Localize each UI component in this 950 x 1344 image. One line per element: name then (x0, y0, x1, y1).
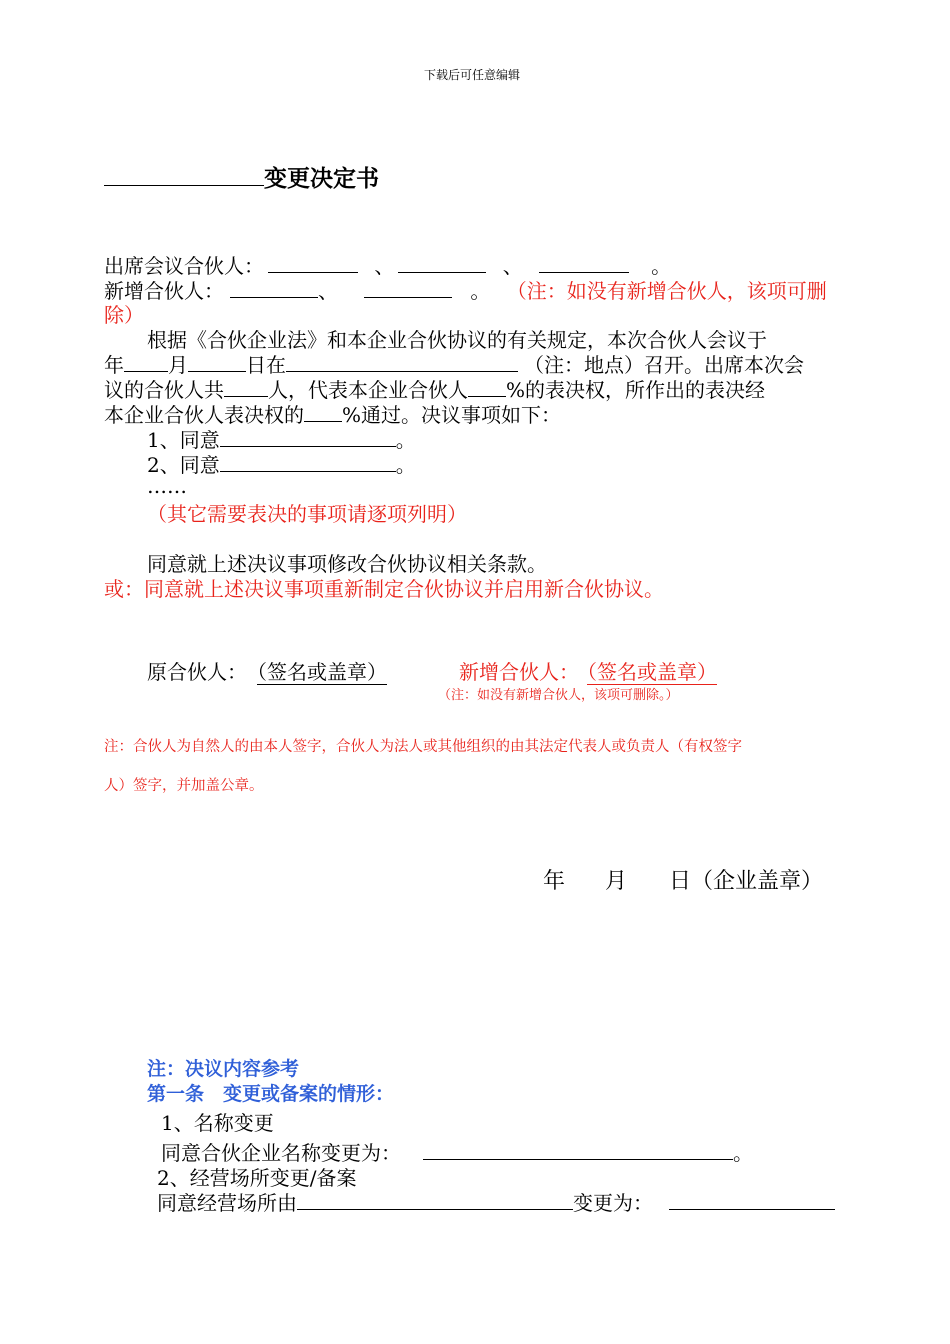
other-items-note: （其它需要表决的事项请逐项列明） (147, 502, 467, 526)
para-line-3a: 议的合伙人共 (104, 378, 224, 402)
separator: 、 (502, 254, 523, 278)
document-title: 变更决定书 (264, 165, 379, 192)
year-blank (124, 351, 168, 372)
para-line-3b: 人，代表本企业合伙人 (268, 378, 468, 402)
new-partner-blank-1 (230, 277, 318, 298)
new-partner-signature (459, 656, 717, 685)
new-partner-sign-note: （注：如没有新增合伙人，该项可删除。） (438, 688, 679, 703)
attendee-blank-2 (398, 252, 486, 273)
name-change-title: 1、名称变更 (161, 1111, 274, 1135)
date-day-seal: 日（企业盖章） (669, 869, 824, 894)
footnote-line-1: 注：合伙人为自然人的由本人签字，合伙人为法人或其他组织的由其法定代表人或负责人（有权签字 (104, 739, 742, 755)
new-partner-line (104, 275, 827, 304)
new-partner-note: （注：如没有新增合伙人，该项可删 (506, 279, 827, 303)
title-blank-line (104, 161, 264, 186)
para-line-4a: 本企业合伙人表决权的 (104, 403, 304, 427)
ellipsis: …… (147, 474, 187, 498)
item-2-blank (220, 451, 396, 472)
count-blank (224, 376, 268, 397)
item-2-label: 2、同意 (147, 453, 220, 477)
period: 。 (470, 279, 491, 303)
name-change-text: 同意合伙企业名称变更为： (161, 1141, 401, 1165)
period: 。 (651, 254, 672, 278)
para-line-3c: %的表决权，所作出的表决经 (506, 378, 766, 402)
attendee-blank-1 (268, 252, 358, 273)
place-to-text: 变更为： (573, 1191, 653, 1215)
or-new-agreement-text: 或：同意就上述决议事项重新制定合伙协议并启用新合伙协议。 (104, 577, 664, 601)
para-line-1: 根据《合伙企业法》和本企业合伙协议的有关规定，本次合伙人会议于 (147, 328, 767, 352)
original-partner-sign-line: （签名或盖章） (257, 660, 387, 684)
page-header: 下载后可任意编辑 (424, 68, 521, 82)
date-month: 月 (605, 869, 628, 894)
new-partner-blank-2 (364, 277, 452, 298)
reference-heading: 注：决议内容参考 (147, 1058, 300, 1080)
month-label: 月 (168, 353, 188, 377)
separator: 、 (318, 279, 338, 303)
day-blank (188, 351, 246, 372)
attendee-blank-3 (539, 252, 629, 273)
resolution-item-2 (147, 449, 416, 478)
place-blank (286, 351, 518, 372)
place-note: （注：地点）召开。出席本次会 (524, 353, 804, 377)
period: 。 (733, 1141, 753, 1165)
attendees-label: 出席会议合伙人： (104, 254, 264, 278)
new-partner-sign-label: 新增合伙人： (459, 660, 579, 684)
place-change-title: 2、经营场所变更/备案 (157, 1166, 357, 1190)
separator: 、 (374, 254, 395, 278)
original-partner-signature (147, 656, 387, 685)
period: 。 (395, 453, 416, 477)
item-1-label: 1、同意 (147, 428, 220, 452)
footnote-line-2: 人）签字，并加盖公章。 (104, 778, 264, 794)
para-line-4b: %通过。决议事项如下： (342, 403, 562, 427)
percent-blank-2 (304, 401, 342, 422)
new-partner-sign-line: （签名或盖章） (587, 660, 717, 684)
date-year: 年 (543, 869, 566, 894)
place-change-line (157, 1187, 835, 1216)
new-partner-note-cont: 除） (104, 303, 144, 327)
new-name-blank (423, 1139, 733, 1160)
new-partner-label: 新增合伙人： (104, 279, 224, 303)
article-1-heading: 第一条 变更或备案的情形： (147, 1083, 395, 1105)
agree-modify-text: 同意就上述决议事项修改合伙协议相关条款。 (147, 552, 547, 576)
period: 。 (395, 428, 416, 452)
day-at-label: 日在 (246, 353, 286, 377)
place-to-blank (669, 1189, 835, 1210)
place-from-blank (297, 1189, 573, 1210)
original-partner-label: 原合伙人： (147, 660, 247, 684)
year-label: 年 (104, 353, 124, 377)
item-1-blank (220, 426, 396, 447)
document-title-block (104, 160, 379, 193)
place-from-text: 同意经营场所由 (157, 1191, 297, 1215)
percent-blank-1 (468, 376, 506, 397)
date-line (543, 864, 823, 895)
